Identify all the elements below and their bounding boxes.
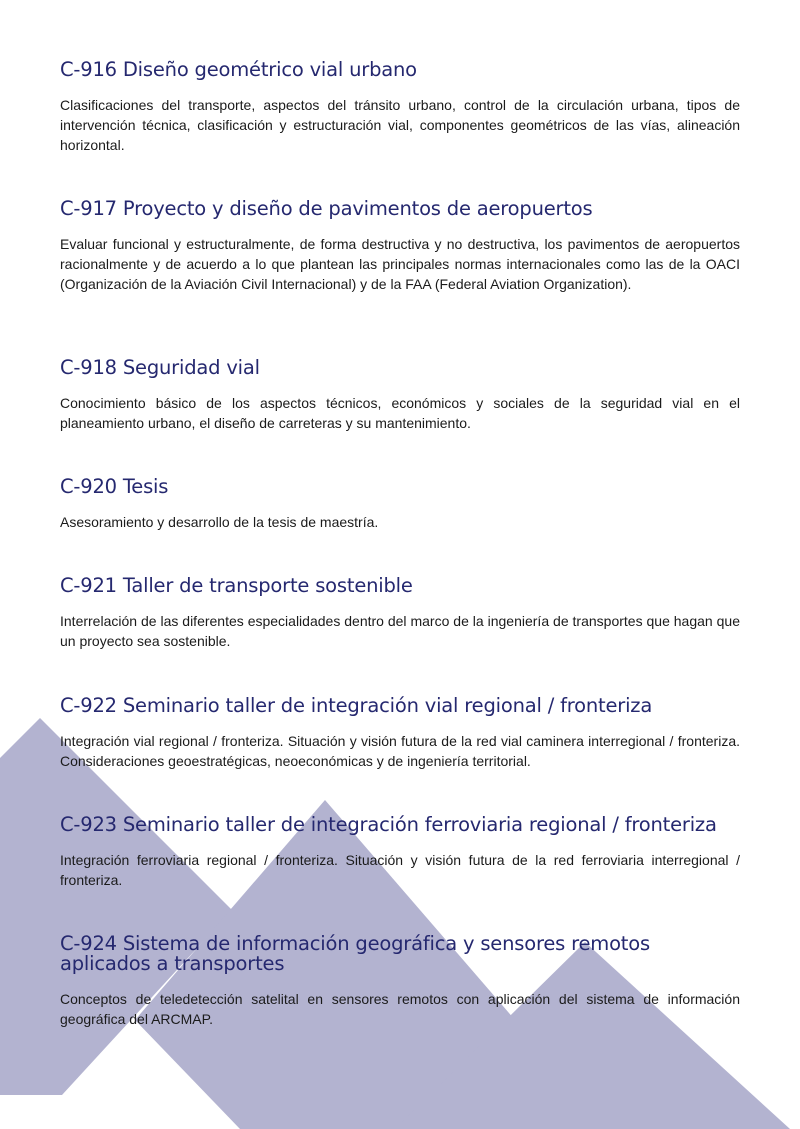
course-description: Conceptos de teledetección satelital en sensores remotos con aplicación del sistema de información geográfica del ARCMAP.	[60, 991, 740, 1027]
course-title: C-916 Diseño geométrico vial urbano	[60, 58, 417, 81]
course-title: C-921 Taller de transporte sostenible	[60, 574, 413, 597]
course-c922	[60, 696, 740, 771]
course-description: Clasificaciones del transporte, aspectos del tránsito urbano, control de la circulación urbana, tipos de intervención técnica, clasificación y estructuración vial, componentes geométricos de las vías, alineación horizontal.	[60, 97, 740, 153]
course-description: Evaluar funcional y estructuralmente, de forma destructiva y no destructiva, los pavimentos de aeropuertos racionalmente y de acuerdo a lo que plantean las principales normas internacionales como las de la OACI (Organización de la Aviación Civil Internacional) y de la FAA (Federal Aviation Organization).	[60, 236, 740, 292]
course-title: C-920 Tesis	[60, 475, 169, 498]
course-c916	[60, 60, 740, 155]
course-description: Integración vial regional / fronteriza. Situación y visión futura de la red vial caminera interregional / fronteriza. Consideraciones geoestratégicas, neoeconómicas y de ingeniería territorial.	[60, 733, 740, 769]
course-c917	[60, 199, 740, 294]
course-title: C-918 Seguridad vial	[60, 356, 260, 379]
course-description: Asesoramiento y desarrollo de la tesis de maestría.	[60, 514, 379, 530]
course-c918	[60, 358, 740, 433]
course-c920	[60, 477, 740, 532]
course-title: C-922 Seminario taller de integración vial regional / fronteriza	[60, 694, 653, 717]
course-c923	[60, 815, 740, 890]
course-title: C-924 Sistema de información geográfica y sensores remotos aplicados a transportes	[60, 932, 650, 975]
course-title: C-923 Seminario taller de integración ferroviaria regional / fronteriza	[60, 813, 717, 836]
course-c924	[60, 934, 740, 1029]
course-description: Interrelación de las diferentes especialidades dentro del marco de la ingeniería de transportes que hagan que un proyecto sea sostenible.	[60, 613, 740, 649]
course-description: Integración ferroviaria regional / fronteriza. Situación y visión futura de la red ferroviaria interregional / fronteriza.	[60, 852, 740, 888]
course-c921	[60, 576, 740, 651]
course-description: Conocimiento básico de los aspectos técnicos, económicos y sociales de la seguridad vial en el planeamiento urbano, el diseño de carreteras y su mantenimiento.	[60, 395, 740, 431]
course-title: C-917 Proyecto y diseño de pavimentos de aeropuertos	[60, 197, 593, 220]
